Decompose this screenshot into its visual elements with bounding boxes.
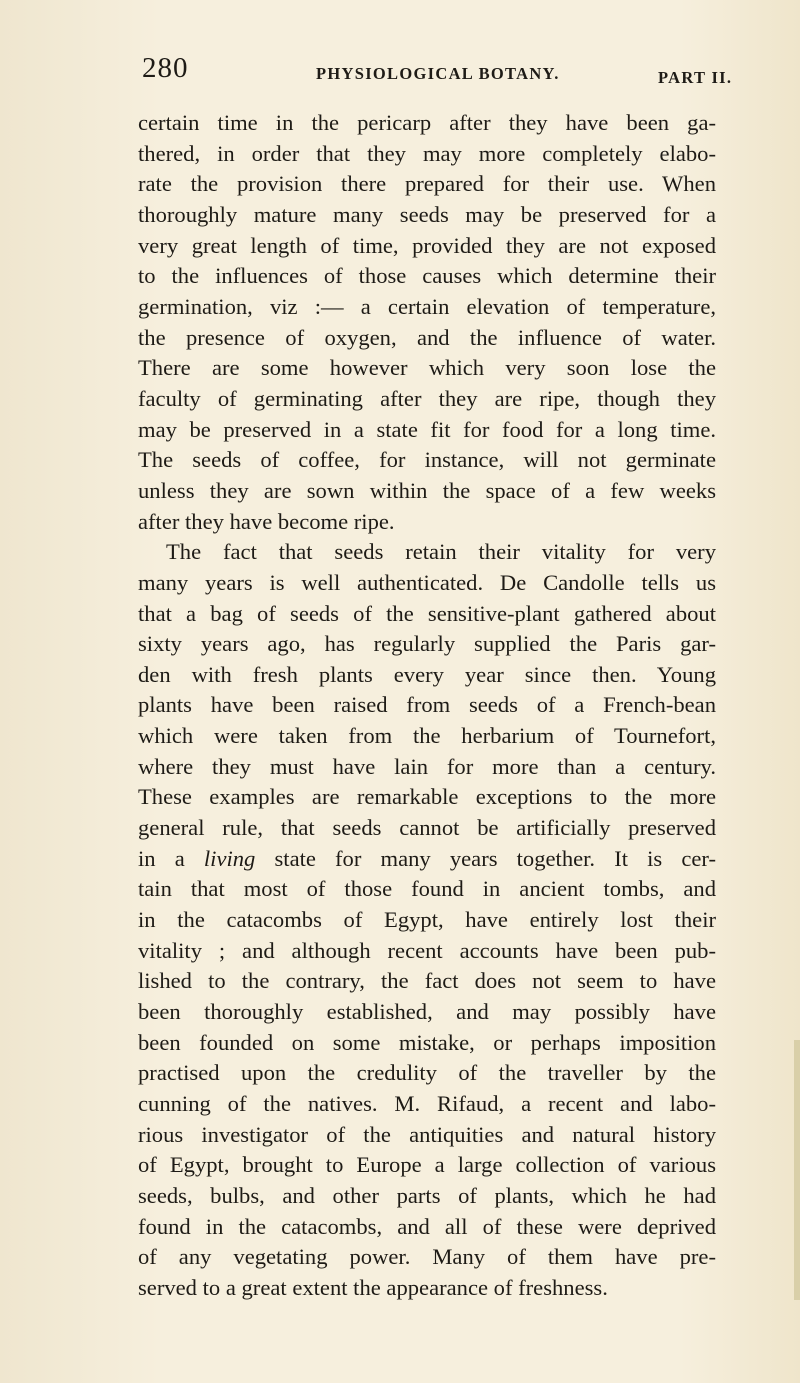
page-number: 280 — [142, 52, 189, 84]
italic-word: living — [203, 845, 256, 871]
text-line: seeds, bulbs, and other parts of plants, which he had — [138, 1182, 716, 1208]
text-line: served to a great extent the appearance of freshness. — [138, 1274, 608, 1300]
line-rest: state for many years together. It is cer- — [274, 845, 716, 871]
page-edge-shadow — [794, 1040, 800, 1300]
text-line: germination, viz :— a certain elevation of temperature, — [138, 293, 716, 319]
text-line: been founded on some mistake, or perhaps imposition — [138, 1029, 716, 1055]
text-line: unless they are sown within the space of a few weeks — [138, 477, 716, 503]
text-line: may be preserved in a state fit for food for a long time. — [138, 416, 716, 442]
text-line: in the catacombs of Egypt, have entirely lost their — [138, 907, 716, 933]
text-line: rious investigator of the antiquities and natural history — [138, 1121, 716, 1147]
page-header — [0, 52, 800, 92]
text-line: which were taken from the herbarium of Tournefort, — [138, 723, 716, 749]
text-line: of Egypt, brought to Europe a large collection of various — [138, 1152, 716, 1178]
text-line: thoroughly mature many seeds may be preserved for a — [138, 201, 716, 227]
text-line: many years is well authenticated. De Candolle tells us — [138, 569, 716, 595]
text-line: den with fresh plants every year since then. Young — [138, 661, 716, 687]
running-title: PHYSIOLOGICAL BOTANY. — [316, 64, 560, 83]
text-line: rate the provision there prepared for their use. When — [138, 171, 716, 197]
part-label: PART II. — [658, 68, 733, 87]
text-line: vitality ; and although recent accounts have been pub- — [138, 937, 716, 963]
text-line: thered, in order that they may more completely elabo- — [138, 140, 716, 166]
text-line: lished to the contrary, the fact does not seem to have — [138, 968, 716, 994]
text-line: after they have become ripe. — [138, 508, 395, 534]
text-line: practised upon the credulity of the traveller by the — [138, 1060, 716, 1086]
text-line: There are some however which very soon lose the — [138, 355, 716, 381]
text-line: the presence of oxygen, and the influence of water. — [138, 324, 716, 350]
text-line-with-italic — [138, 844, 716, 875]
text-line: The fact that seeds retain their vitality for very — [166, 539, 716, 565]
text-line: These examples are remarkable exceptions to the more — [138, 784, 716, 810]
text-line: been thoroughly established, and may possibly have — [138, 999, 716, 1025]
text-line: sixty years ago, has regularly supplied the Paris gar- — [138, 631, 716, 657]
text-line: to the influences of those causes which determine their — [138, 263, 716, 289]
text-line: of any vegetating power. Many of them have pre- — [138, 1244, 716, 1270]
text-line: The seeds of coffee, for instance, will not germinate — [138, 447, 716, 473]
text-line: very great length of time, provided they are not exposed — [138, 232, 716, 258]
text-line: tain that most of those found in ancient tombs, and — [138, 876, 716, 902]
body-text — [138, 108, 716, 1304]
text-line: where they must have lain for more than a century. — [138, 753, 716, 779]
text-line: certain time in the pericarp after they have been ga- — [138, 110, 716, 135]
text-line: found in the catacombs, and all of these were deprived — [138, 1213, 716, 1239]
line-prefix: in a — [138, 845, 185, 871]
text-line: cunning of the natives. M. Rifaud, a recent and labo- — [138, 1091, 716, 1116]
text-line: general rule, that seeds cannot be artificially preserved — [138, 815, 716, 841]
text-line: plants have been raised from seeds of a French-bean — [138, 692, 716, 718]
text-line: that a bag of seeds of the sensitive-plant gathered about — [138, 600, 716, 626]
text-line: faculty of germinating after they are ripe, though they — [138, 385, 716, 411]
